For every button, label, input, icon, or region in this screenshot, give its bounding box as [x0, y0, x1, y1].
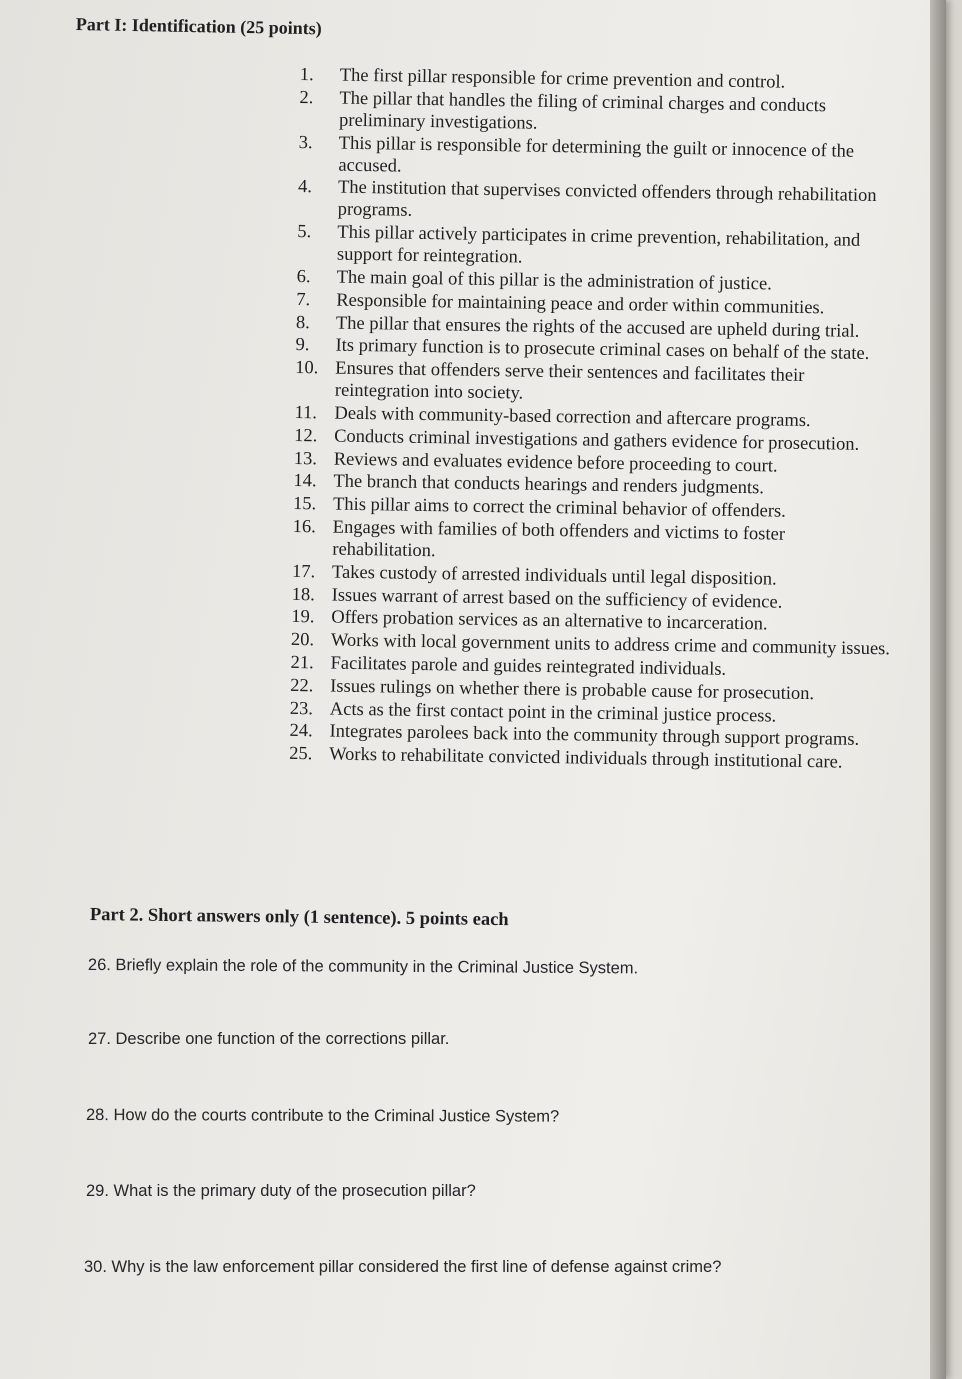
item-text: Acts as the first contact point in the criminal justice process.	[329, 699, 777, 727]
short-answer-question-30: 30. Why is the law enforcement pillar considered the first line of defense against crime?	[84, 1258, 722, 1276]
item-text: The institution that supervises convicted offenders through rehabilitation programs.	[337, 178, 877, 222]
item-text: This pillar actively participates in crime prevention, rehabilitation, and support for reintegration.	[336, 222, 861, 268]
item-number: 3.	[298, 132, 313, 153]
short-answer-question-26: 26. Briefly explain the role of the community in the Criminal Justice System.	[87, 956, 639, 978]
item-text: Takes custody of arrested individuals until legal disposition.	[331, 562, 777, 590]
item-number: 21.	[290, 652, 314, 674]
part2-title: Part 2. Short answers only (1 sentence). 5 points each	[89, 905, 509, 931]
item-number: 8.	[295, 312, 310, 333]
item-number: 13.	[293, 448, 318, 469]
item-number: 7.	[296, 289, 311, 310]
item-text: This pillar aims to correct the criminal behavior of offenders.	[332, 494, 786, 522]
item-text: Reviews and evaluates evidence before proceeding to court.	[333, 449, 778, 477]
item-number: 25.	[289, 744, 313, 765]
item-text: Facilitates parole and guides reintegrated individuals.	[330, 653, 727, 680]
item-number: 18.	[291, 584, 315, 605]
identification-list	[289, 64, 900, 775]
item-number: 20.	[290, 630, 315, 651]
item-number: 19.	[291, 607, 315, 628]
item-number: 12.	[294, 425, 318, 447]
item-number: 4.	[297, 177, 313, 198]
item-text: Issues rulings on whether there is probable cause for prosecution.	[330, 676, 815, 704]
short-answer-question-29: 29. What is the primary duty of the prosecution pillar?	[86, 1182, 476, 1200]
item-text: Offers probation services as an alternative to incarceration.	[331, 607, 768, 635]
item-text: Works to rehabilitate convicted individuals through institutional care.	[328, 744, 843, 773]
item-number: 2.	[299, 87, 314, 109]
item-number: 5.	[297, 222, 312, 243]
item-text: This pillar is responsible for determining the guilt or innocence of the accused.	[338, 133, 855, 177]
item-number: 9.	[295, 335, 310, 356]
item-text: Its primary function is to prosecute criminal cases on behalf of the state.	[335, 335, 870, 365]
item-text: Responsible for maintaining peace and order within communities.	[336, 290, 825, 319]
item-text: The pillar that handles the filing of criminal charges and conducts preliminary investigations.	[338, 88, 827, 134]
item-text: Ensures that offenders serve their sentences and facilitates their reintegration into society.	[334, 358, 805, 404]
item-number: 10.	[295, 358, 319, 379]
item-number: 17.	[291, 561, 316, 583]
item-number: 15.	[292, 494, 317, 515]
item-text: Conducts criminal investigations and gathers evidence for prosecution.	[333, 426, 860, 455]
item-number: 23.	[289, 698, 314, 719]
item-number: 1.	[299, 64, 314, 86]
item-number: 14.	[293, 471, 317, 492]
item-text: The branch that conducts hearings and renders judgments.	[333, 471, 765, 499]
paper-edge-shadow	[930, 0, 946, 1379]
item-text: The main goal of this pillar is the administration of justice.	[336, 267, 772, 295]
item-number: 16.	[292, 516, 317, 538]
item-number: 11.	[294, 402, 318, 424]
part1-title: Part I: Identification (25 points)	[75, 14, 322, 39]
item-number: 22.	[290, 675, 314, 697]
item-text: Engages with families of both offenders and victims to foster rehabilitation.	[332, 517, 786, 562]
item-number: 6.	[296, 266, 311, 288]
short-answer-question-27: 27. Describe one function of the corrections pillar.	[88, 1030, 450, 1048]
item-text: Deals with community-based correction and aftercare programs.	[334, 403, 811, 432]
item-text: The pillar that ensures the rights of the accused are upheld during trial.	[335, 313, 860, 342]
short-answer-question-28: 28. How do the courts contribute to the Criminal Justice System?	[85, 1106, 560, 1126]
item-text: Integrates parolees back into the community through support programs.	[329, 721, 860, 751]
item-text: The first pillar responsible for crime prevention and control.	[339, 65, 786, 93]
item-text: Issues warrant of arrest based on the sufficiency of evidence.	[331, 585, 783, 613]
item-number: 24.	[289, 721, 313, 742]
item-text: Works with local government units to address crime and community issues.	[330, 630, 891, 660]
